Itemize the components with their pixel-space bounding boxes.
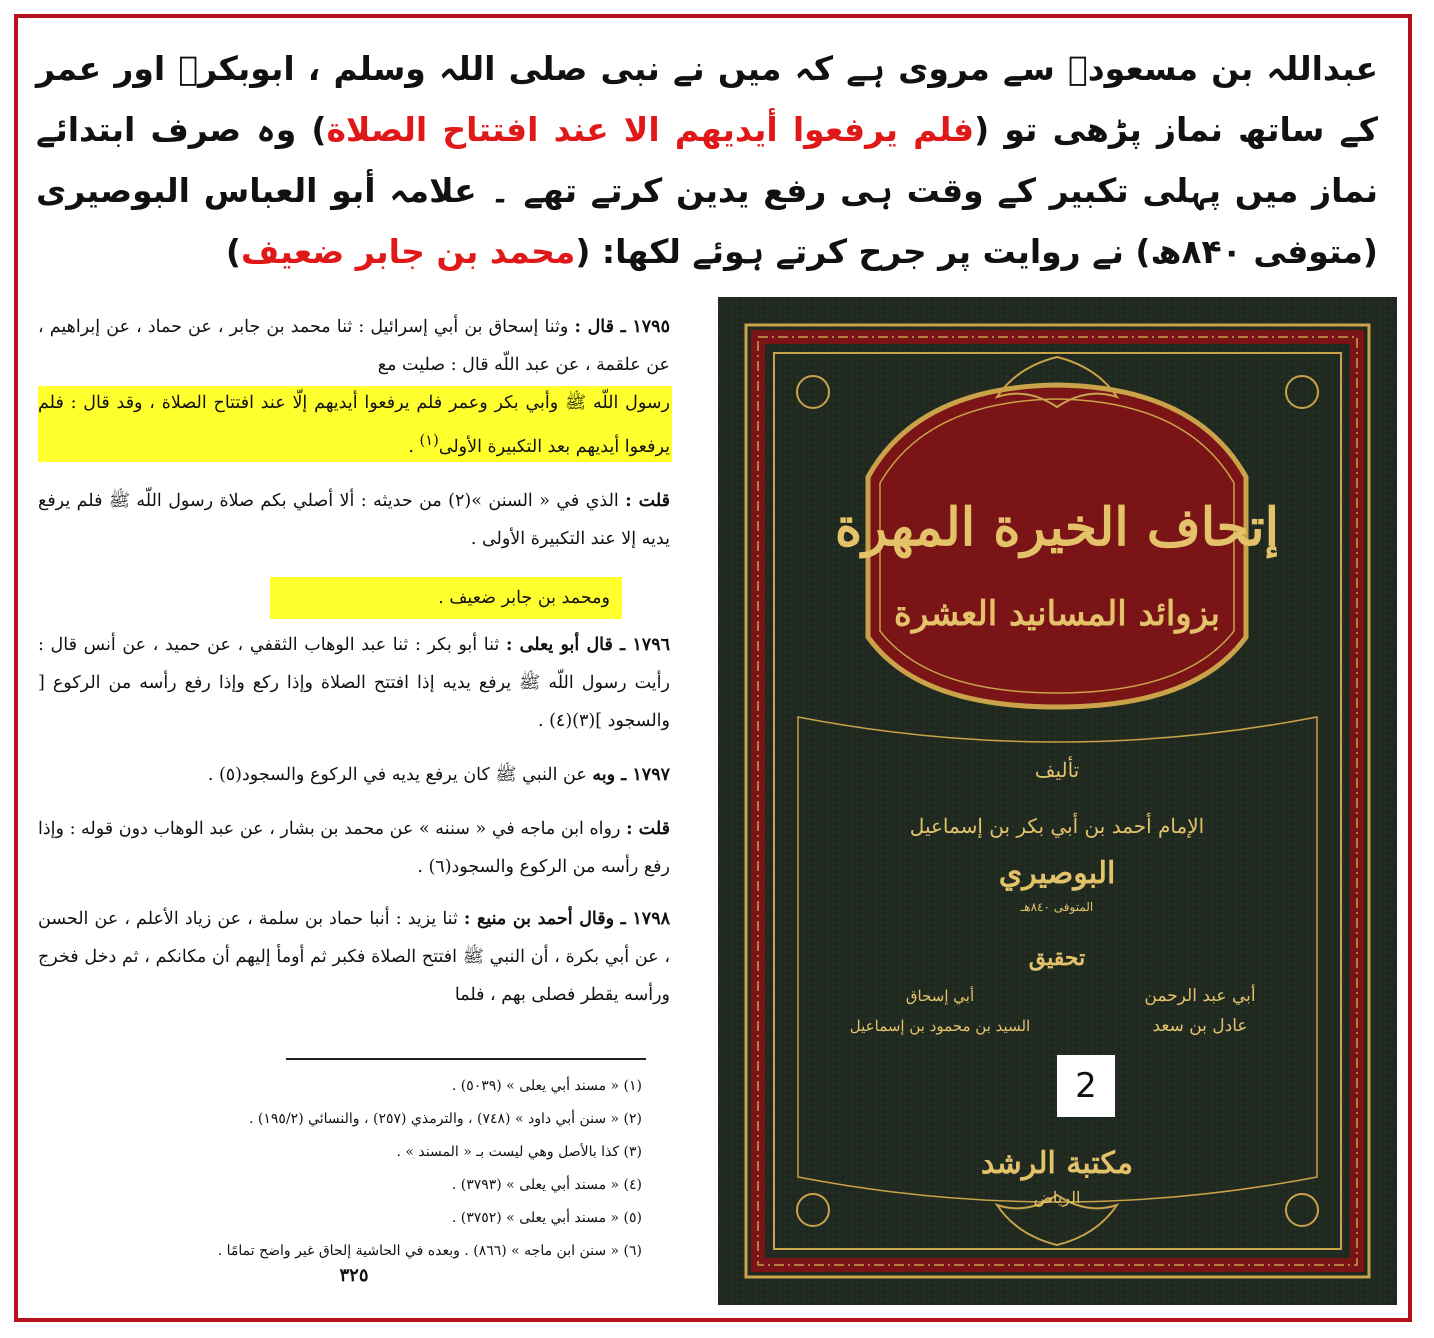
footnote-mark-1: (١) xyxy=(419,432,439,449)
editor-right-name: عادل بن سعد xyxy=(1152,1016,1248,1036)
book-title: إتحاف الخيرة المهرة xyxy=(834,497,1280,558)
editor-left-name: السيد بن محمود بن إسماعيل xyxy=(849,1017,1031,1035)
footnote-5: (٥) « مسند أبي يعلى » (٣٧٥٢) . xyxy=(451,1210,642,1226)
entry-1798-text: ثنا يزيد : أنبا حماد بن سلمة ، عن زياد الأعلم ، عن الحسن ، عن أبي بكرة ، أن النبي ﷺ افتتح الصلاة فكبر ثم أومأ إليهم أن مكانكم ، ثم دخل فخرج ورأسه يقطر فصلى بهم ، فلما xyxy=(38,909,670,1005)
intro-red-quote-2: محمد بن جابر ضعیف xyxy=(240,232,576,271)
editor-right-kunya: أبي عبد الرحمن xyxy=(1144,986,1256,1006)
book-cover-art xyxy=(718,297,1397,1305)
editor-left-kunya: أبي إسحاق xyxy=(905,987,975,1005)
tahqiq-label: تحقيق xyxy=(1028,945,1086,971)
footnotes xyxy=(58,1070,642,1268)
entry-1796-text: ثنا أبو بكر : ثنا عبد الوهاب الثقفي ، عن حميد ، عن أنس قال : رأيت رسول اللّه ﷺ يرفع يديه إذا افتتح الصلاة وإذا ركع وإذا رفع رأسه من الركوع [ والسجود ](٣)(٤) . xyxy=(38,635,670,731)
footnote-3: (٣) كذا بالأصل وهي ليست بـ « المسند » . xyxy=(396,1144,642,1160)
intro-text-1: عبداللہ بن مسعودؓ سے مروی ہے کہ میں نے نبی صلی اللہ وسلم ، ابوبکرؓ اور عمر کے ساتھ نماز پڑھی تو ( xyxy=(36,49,1378,149)
entry-1797-heading: ١٧٩٧ ـ وبه xyxy=(592,765,670,785)
author-full-name: الإمام أحمد بن أبي بكر بن إسماعيل xyxy=(909,814,1205,838)
qult-1-text: الذي في « السنن »(٢) من حديثه : ألا أصلي بكم صلاة رسول اللّه ﷺ فلم يرفع يديه إلا عند التكبيرة الأولى . xyxy=(38,491,670,549)
intro-text-2: ) وہ صرف ابتدائے نماز میں پہلی تکبیر کے وقت ہی رفع یدین کرتے تھے ۔ علامہ أبو العباس البوصیری (متوفی ۸۴۰ھ) نے روایت پر جرح کرتے ہوئے لکھا: ( xyxy=(36,110,1378,271)
entry-1795-text-a: وثنا إسحاق بن أبي إسرائيل : ثنا محمد بن جابر ، عن حماد ، عن إبراهيم ، عن علقمة ، عن عبد اللّه قال : صليت مع xyxy=(38,317,670,375)
qult-2 xyxy=(38,810,670,886)
author-death-date: المتوفى ٨٤٠هـ xyxy=(1020,900,1094,914)
intro-text-3: ) xyxy=(225,232,241,271)
weak-narrator-line xyxy=(38,579,610,617)
entry-1795: ١٧٩٥ ـ قال : وثنا إسحاق بن أبي إسرائيل : ثنا محمد بن جابر ، عن حماد ، عن إبراهيم ، عن علقمة ، عن عبد اللّه قال : صليت مع رسول اللّه ﷺ وأبي بكر وعمر فلم يرفعوا أيديهم إلّا عند افتتاح الصلاة ، وقد قال : فلم يرفعوا أيديهم بعد التكبيرة الأولى$^{(١)}$ . xyxy=(38,317,670,457)
book-page-scan xyxy=(38,300,670,1300)
taleef-label: تأليف xyxy=(1034,758,1080,782)
publisher-city: الرياض xyxy=(1033,1188,1081,1207)
entry-1795-heading: ١٧٩٥ ـ قال : xyxy=(574,317,670,337)
footnote-1: (١) « مسند أبي يعلى » (٥٠٣٩) . xyxy=(451,1078,642,1094)
qult-1 xyxy=(38,482,670,558)
qult-2-heading: قلت : xyxy=(626,819,670,839)
urdu-introduction xyxy=(36,38,1378,282)
entry-1797-text: عن النبي ﷺ كان يرفع يديه في الركوع والسجود(٥) . xyxy=(207,765,587,785)
qult-2-text: رواه ابن ماجه في « سننه » عن محمد بن بشار ، عن عبد الوهاب دون قوله : وإذا رفع رأسه من الركوع والسجود(٦) . xyxy=(38,819,670,877)
publisher-name: مكتبة الرشد xyxy=(980,1146,1134,1181)
footnote-rule xyxy=(286,1058,646,1060)
book-subtitle: بزوائد المسانيد العشرة xyxy=(894,594,1220,634)
entry-1798-heading: ١٧٩٨ ـ وقال أحمد بن منيع : xyxy=(463,909,670,929)
entry-1796 xyxy=(38,626,670,740)
weak-narrator-text: ومحمد بن جابر ضعيف . xyxy=(438,588,610,608)
qult-1-heading: قلت : xyxy=(625,491,670,511)
footnote-2: (٢) « سنن أبي داود » (٧٤٨) ، والترمذي (٢٥٧) ، والنسائي (١٩٥/٢) . xyxy=(249,1111,642,1127)
footnote-6: (٦) « سنن ابن ماجه » (٨٦٦) . وبعده في الحاشية إلحاق غير واضح تمامًا . xyxy=(217,1243,642,1259)
volume-number-label: 2 xyxy=(1057,1055,1115,1117)
page-number: ٣٢٥ xyxy=(339,1265,369,1286)
entry-1798 xyxy=(38,900,670,1014)
footnote-4: (٤) « مسند أبي يعلى » (٣٧٩٣) . xyxy=(451,1177,642,1193)
entry-1797 xyxy=(38,756,670,794)
author-short-name: البوصيري xyxy=(998,856,1116,891)
book-cover xyxy=(718,297,1397,1305)
entry-1796-heading: ١٧٩٦ ـ قال أبو يعلى : xyxy=(505,635,670,655)
intro-red-quote-1: فلم يرفعوا أيديهم الا عند افتتاح الصلاة xyxy=(326,110,975,149)
entry-1795-text-b: رسول اللّه ﷺ وأبي بكر وعمر فلم يرفعوا أيديهم إلّا عند افتتاح الصلاة ، وقد قال : فلم يرفعوا أيديهم بعد التكبيرة الأولى xyxy=(38,393,670,457)
